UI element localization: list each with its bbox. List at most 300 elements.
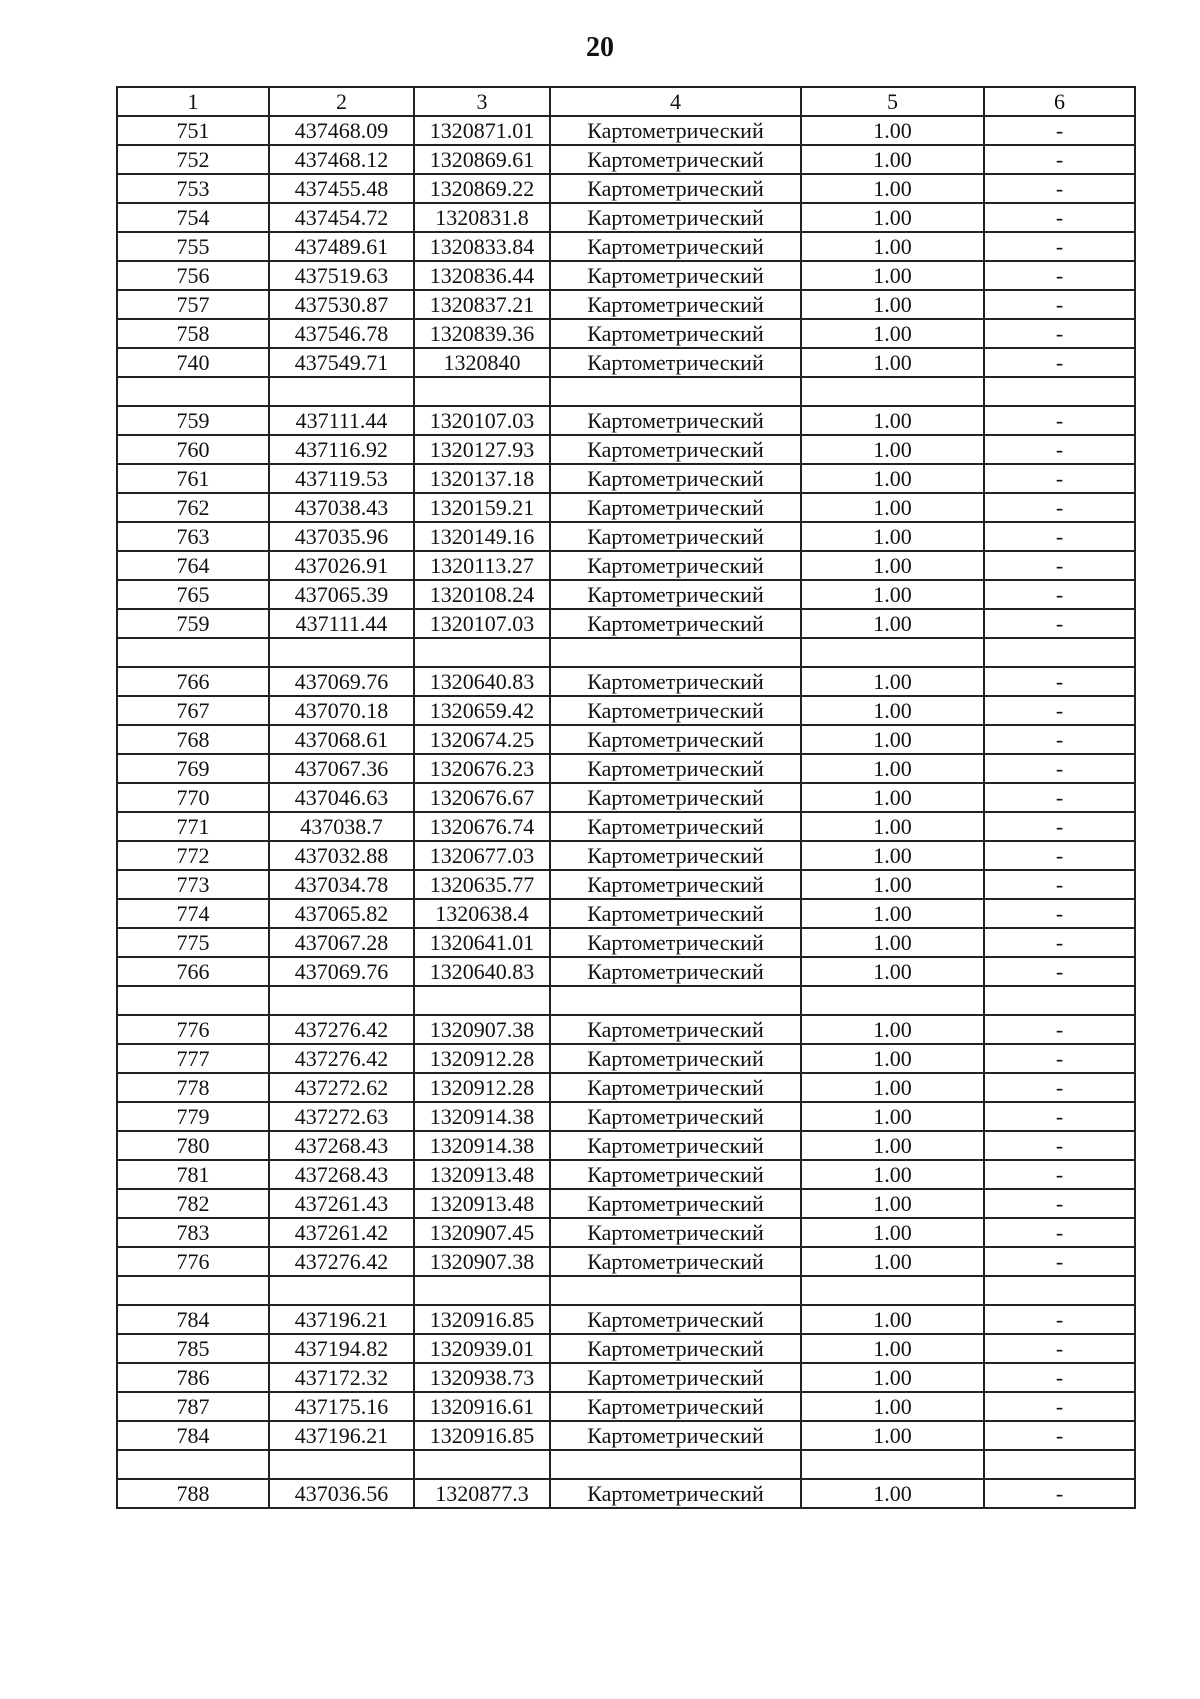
table-row [117,638,1135,667]
table-cell: 1320839.36 [414,319,550,348]
table-cell: 1.00 [801,464,984,493]
table-cell: 437530.87 [269,290,414,319]
table-row [117,1189,1135,1218]
table-cell: 778 [117,1073,269,1102]
table-cell: 1.00 [801,435,984,464]
table-cell: 1.00 [801,696,984,725]
table-cell: 759 [117,609,269,638]
table-row [117,406,1135,435]
table-cell: 1320916.85 [414,1421,550,1450]
table-cell: - [984,1044,1135,1073]
table-cell [117,638,269,667]
table-cell: Картометрический [550,203,801,232]
table-cell: Картометрический [550,145,801,174]
table-cell: - [984,203,1135,232]
table-cell: 437268.43 [269,1160,414,1189]
table-cell: - [984,1218,1135,1247]
table-cell: - [984,957,1135,986]
table-cell: 1.00 [801,1218,984,1247]
table-cell: 1320113.27 [414,551,550,580]
table-cell [984,638,1135,667]
column-header: 4 [550,87,801,116]
table-cell: - [984,1015,1135,1044]
table-cell: - [984,348,1135,377]
table-cell: 1.00 [801,870,984,899]
table-row [117,261,1135,290]
table-cell: 1320907.38 [414,1015,550,1044]
table-cell: 1.00 [801,116,984,145]
table-cell: 1.00 [801,319,984,348]
table-cell: 766 [117,667,269,696]
table-cell: 437268.43 [269,1131,414,1160]
table-cell: 1.00 [801,667,984,696]
table-cell: 437454.72 [269,203,414,232]
table-cell: Картометрический [550,812,801,841]
table-cell: 1320916.61 [414,1392,550,1421]
table-cell: 437065.82 [269,899,414,928]
table-cell: Картометрический [550,319,801,348]
table-cell: Картометрический [550,1102,801,1131]
table-cell: 1.00 [801,1044,984,1073]
table-cell: 1320159.21 [414,493,550,522]
table-cell: Картометрический [550,1044,801,1073]
table-row [117,957,1135,986]
table-cell [801,638,984,667]
table-cell: 1.00 [801,1334,984,1363]
table-cell: 1320914.38 [414,1102,550,1131]
table-row [117,493,1135,522]
table-cell: 775 [117,928,269,957]
table-row [117,348,1135,377]
table-row [117,1073,1135,1102]
table-cell: - [984,580,1135,609]
table-cell: - [984,435,1135,464]
table-cell: 1.00 [801,725,984,754]
table-cell: 437070.18 [269,696,414,725]
table-cell: 776 [117,1015,269,1044]
table-row [117,145,1135,174]
table-cell: - [984,406,1135,435]
table-row [117,609,1135,638]
table-cell: 1320137.18 [414,464,550,493]
table-cell: 765 [117,580,269,609]
table-cell [984,986,1135,1015]
table-cell: 437489.61 [269,232,414,261]
table-cell: - [984,609,1135,638]
table-cell: Картометрический [550,1015,801,1044]
table-cell: 437032.88 [269,841,414,870]
table-cell [550,1450,801,1479]
table-cell: 437172.32 [269,1363,414,1392]
table-cell: 437119.53 [269,464,414,493]
table-cell: 1.00 [801,493,984,522]
table-row [117,1363,1135,1392]
table-row [117,1450,1135,1479]
table-cell: 437065.39 [269,580,414,609]
table-cell: 437276.42 [269,1247,414,1276]
table-cell: 437026.91 [269,551,414,580]
table-row [117,203,1135,232]
table-cell: 766 [117,957,269,986]
table-cell: 437261.42 [269,1218,414,1247]
table-cell: 437261.43 [269,1189,414,1218]
table-cell: 1.00 [801,1247,984,1276]
table-cell: 437468.12 [269,145,414,174]
table-cell: 1320913.48 [414,1160,550,1189]
table-cell [550,1276,801,1305]
table-cell: 1320939.01 [414,1334,550,1363]
table-cell: 1.00 [801,1479,984,1508]
table-cell: Картометрический [550,783,801,812]
table-cell: Картометрический [550,1305,801,1334]
table-cell: 1.00 [801,1160,984,1189]
table-cell: 782 [117,1189,269,1218]
column-header: 5 [801,87,984,116]
table-cell: - [984,522,1135,551]
table-cell: 787 [117,1392,269,1421]
table-row [117,899,1135,928]
table-cell: 437069.76 [269,957,414,986]
table-cell: 781 [117,1160,269,1189]
table-cell: 1320907.45 [414,1218,550,1247]
table-cell: - [984,1102,1135,1131]
table-cell: 1320840 [414,348,550,377]
table-cell: Картометрический [550,116,801,145]
table-cell: 1320676.23 [414,754,550,783]
table-cell [117,986,269,1015]
table-row [117,377,1135,406]
page-number: 20 [586,32,614,63]
table-cell: - [984,667,1135,696]
table-cell: 1320107.03 [414,609,550,638]
table-cell: 1320837.21 [414,290,550,319]
table-cell: 1320836.44 [414,261,550,290]
table-cell: Картометрический [550,667,801,696]
table-cell: 752 [117,145,269,174]
table-cell: Картометрический [550,1073,801,1102]
table-cell: - [984,116,1135,145]
table-cell: - [984,551,1135,580]
table-cell: 1.00 [801,1015,984,1044]
table-cell: 1320107.03 [414,406,550,435]
table-cell [984,377,1135,406]
table-cell: Картометрический [550,899,801,928]
table-cell: 1320907.38 [414,1247,550,1276]
table-cell: 1320938.73 [414,1363,550,1392]
table-cell: 774 [117,899,269,928]
table-cell: Картометрический [550,551,801,580]
table-cell: 776 [117,1247,269,1276]
table-cell: Картометрический [550,1189,801,1218]
table-cell: 437035.96 [269,522,414,551]
table-cell: 764 [117,551,269,580]
table-row [117,696,1135,725]
table-cell: 784 [117,1305,269,1334]
table-cell: 771 [117,812,269,841]
table-cell: 767 [117,696,269,725]
table-cell: - [984,1305,1135,1334]
table-cell: Картометрический [550,696,801,725]
table-cell: 784 [117,1421,269,1450]
table-cell: 1320869.61 [414,145,550,174]
table-cell: 1.00 [801,522,984,551]
table-cell: 1.00 [801,580,984,609]
table-row [117,1131,1135,1160]
table-row [117,841,1135,870]
table-cell [801,377,984,406]
table-cell: 1320831.8 [414,203,550,232]
table-row [117,1479,1135,1508]
table-cell: 1320659.42 [414,696,550,725]
table-cell: - [984,1421,1135,1450]
table-cell: 780 [117,1131,269,1160]
table-cell: 760 [117,435,269,464]
table-cell: 755 [117,232,269,261]
table-row [117,812,1135,841]
table-cell: 437455.48 [269,174,414,203]
table-cell: Картометрический [550,464,801,493]
table-cell: 437036.56 [269,1479,414,1508]
table-cell: 1.00 [801,609,984,638]
table-cell: Картометрический [550,261,801,290]
table-cell: Картометрический [550,406,801,435]
table-cell: - [984,754,1135,783]
table-cell [801,1450,984,1479]
table-cell: 783 [117,1218,269,1247]
table-cell: - [984,261,1135,290]
table-cell: 1320641.01 [414,928,550,957]
table-cell: 1.00 [801,1392,984,1421]
table-row [117,232,1135,261]
table-cell: 1320869.22 [414,174,550,203]
table-cell: 1320913.48 [414,1189,550,1218]
table-row [117,1276,1135,1305]
table-cell: Картометрический [550,1334,801,1363]
table-cell: 1.00 [801,841,984,870]
table-cell: 1.00 [801,145,984,174]
table-cell: Картометрический [550,580,801,609]
table-cell [269,377,414,406]
table-cell: 1.00 [801,928,984,957]
table-cell: 1320912.28 [414,1044,550,1073]
table-cell: - [984,928,1135,957]
table-cell [269,1276,414,1305]
table-cell: 437046.63 [269,783,414,812]
table-cell: 769 [117,754,269,783]
table-cell: 768 [117,725,269,754]
table-cell: - [984,725,1135,754]
table-cell: 1.00 [801,1073,984,1102]
table-cell [269,986,414,1015]
table-cell: 1320833.84 [414,232,550,261]
table-cell: 1320640.83 [414,957,550,986]
table-row [117,464,1135,493]
table-cell: 1320877.3 [414,1479,550,1508]
table-cell: 1320676.74 [414,812,550,841]
table-cell: 1.00 [801,812,984,841]
table-cell: Картометрический [550,348,801,377]
table-cell: Картометрический [550,1160,801,1189]
table-cell: 785 [117,1334,269,1363]
table-cell: 1.00 [801,1189,984,1218]
table-row [117,986,1135,1015]
header-row [117,87,1135,116]
table-cell: 437519.63 [269,261,414,290]
table-cell: 763 [117,522,269,551]
table-cell: 437272.62 [269,1073,414,1102]
table-cell: Картометрический [550,522,801,551]
table-cell: - [984,1073,1135,1102]
table-row [117,928,1135,957]
table-cell: 1.00 [801,290,984,319]
table-cell: 1.00 [801,174,984,203]
table-cell: 1.00 [801,203,984,232]
table-cell: 437276.42 [269,1044,414,1073]
table-cell [550,638,801,667]
table-cell: 1.00 [801,1305,984,1334]
table-cell: 1.00 [801,232,984,261]
table-row [117,551,1135,580]
table-cell: 757 [117,290,269,319]
table-cell: Картометрический [550,1247,801,1276]
table-row [117,783,1135,812]
table-cell: 437034.78 [269,870,414,899]
table-cell: - [984,493,1135,522]
table-row [117,522,1135,551]
table-cell: 1320640.83 [414,667,550,696]
table-cell: 756 [117,261,269,290]
table-cell: 773 [117,870,269,899]
table-row [117,1305,1135,1334]
table-cell: 1320676.67 [414,783,550,812]
table-cell: 437546.78 [269,319,414,348]
table-cell [269,638,414,667]
table-row [117,725,1135,754]
table-cell [414,638,550,667]
table-row [117,116,1135,145]
table-cell: 437068.61 [269,725,414,754]
table-cell: 1320635.77 [414,870,550,899]
table-cell: 1320871.01 [414,116,550,145]
table-row [117,1392,1135,1421]
table-cell [117,1276,269,1305]
table-cell: 1.00 [801,1102,984,1131]
table-cell: - [984,1363,1135,1392]
table-cell: 1.00 [801,406,984,435]
table-cell [984,1276,1135,1305]
table-cell: - [984,696,1135,725]
table-cell: 437196.21 [269,1421,414,1450]
table-row [117,174,1135,203]
table-cell: - [984,174,1135,203]
table-cell [269,1450,414,1479]
table-row [117,1218,1135,1247]
table-header [117,87,1135,116]
table-cell: 437549.71 [269,348,414,377]
table-cell: Картометрический [550,1363,801,1392]
table-body [117,116,1135,1508]
table-cell: 1320127.93 [414,435,550,464]
coordinates-table [116,86,1136,1509]
table-cell: 751 [117,116,269,145]
table-cell: - [984,870,1135,899]
table-row [117,1334,1135,1363]
table-row [117,1421,1135,1450]
table-row [117,754,1135,783]
column-header: 1 [117,87,269,116]
table-cell: 1.00 [801,754,984,783]
table-cell: - [984,1334,1135,1363]
table-cell [117,377,269,406]
table-row [117,1247,1135,1276]
table-cell: 1.00 [801,348,984,377]
table-cell: 779 [117,1102,269,1131]
table-cell [550,377,801,406]
table-cell [801,986,984,1015]
table-cell: 437069.76 [269,667,414,696]
table-row [117,290,1135,319]
table-cell [414,377,550,406]
table-row [117,1044,1135,1073]
table-cell: 1.00 [801,1131,984,1160]
table-cell: 788 [117,1479,269,1508]
table-cell: - [984,319,1135,348]
table-cell: Картометрический [550,725,801,754]
table-cell: Картометрический [550,1479,801,1508]
table-cell: 772 [117,841,269,870]
column-header: 2 [269,87,414,116]
table-cell: 437111.44 [269,609,414,638]
table-cell: 1.00 [801,1421,984,1450]
table-cell: - [984,1479,1135,1508]
table-cell: 437067.36 [269,754,414,783]
table-cell: Картометрический [550,1392,801,1421]
table-row [117,667,1135,696]
table-cell: 1.00 [801,1363,984,1392]
table-cell: 437067.28 [269,928,414,957]
table-cell: 770 [117,783,269,812]
table-cell: 761 [117,464,269,493]
table-cell: 754 [117,203,269,232]
table-cell [801,1276,984,1305]
table-cell: 759 [117,406,269,435]
table-cell: - [984,841,1135,870]
column-header: 3 [414,87,550,116]
table-cell: 1.00 [801,899,984,928]
table-row [117,1102,1135,1131]
table-cell: 1320638.4 [414,899,550,928]
table-cell: 1320149.16 [414,522,550,551]
table-cell: Картометрический [550,957,801,986]
table-cell: - [984,1189,1135,1218]
table-cell: 437038.43 [269,493,414,522]
table-cell: 437276.42 [269,1015,414,1044]
table-cell: 1.00 [801,957,984,986]
table-cell [414,1276,550,1305]
table-row [117,580,1135,609]
table-cell: 437196.21 [269,1305,414,1334]
table-cell: 777 [117,1044,269,1073]
table-cell: Картометрический [550,493,801,522]
table-cell: 437194.82 [269,1334,414,1363]
table-cell: 1.00 [801,551,984,580]
table-cell: 1320914.38 [414,1131,550,1160]
table-row [117,319,1135,348]
table-cell: 1.00 [801,783,984,812]
table-row [117,1015,1135,1044]
table-cell: - [984,783,1135,812]
table-cell: 1320912.28 [414,1073,550,1102]
